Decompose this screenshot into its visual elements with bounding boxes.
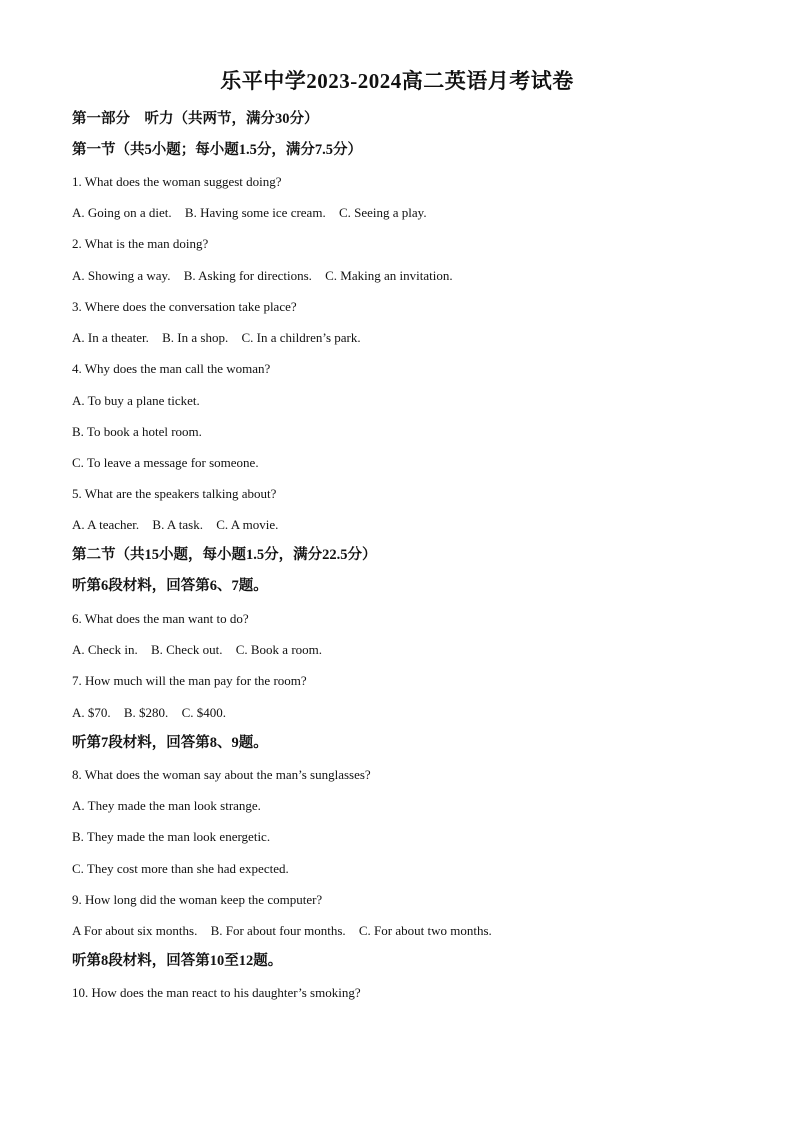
section-two-heading: 第二节（共15小题，每小题1.5分，满分22.5分）	[72, 547, 377, 563]
question-9-stem: 9. How long did the woman keep the computer?	[72, 892, 323, 907]
question-1-stem: 1. What does the woman suggest doing?	[72, 174, 282, 189]
question-1-option-c: C. Seeing a play.	[338, 205, 427, 220]
question-3-options	[72, 329, 752, 347]
question-2-option-b: B. Asking for directions.	[183, 268, 312, 283]
question-5-option-c: C. A movie.	[216, 517, 279, 532]
question-4-option-c: C. To leave a message for someone.	[72, 455, 259, 470]
group-7-heading: 听第7段材料，回答第8、9题。	[72, 735, 268, 751]
question-6-option-b: B. Check out.	[150, 642, 223, 657]
question-7-stem: 7. How much will the man pay for the room?	[72, 673, 307, 688]
question-7-option-b: B. $280.	[123, 705, 169, 720]
question-8-option-c: C. They cost more than she had expected.	[72, 861, 289, 876]
question-1-option-a: A. Going on a diet.	[72, 205, 172, 220]
question-2-option-c: C. Making an invitation.	[325, 268, 453, 283]
question-4-option-a: A. To buy a plane ticket.	[72, 393, 200, 408]
question-1-options	[72, 204, 752, 222]
question-3-stem: 3. Where does the conversation take place?	[72, 299, 297, 314]
question-6-options	[72, 641, 752, 659]
question-4-stem: 4. Why does the man call the woman?	[72, 361, 271, 376]
question-7-option-a: A. $70.	[72, 705, 111, 720]
question-5-stem: 5. What are the speakers talking about?	[72, 486, 277, 501]
question-1-option-b: B. Having some ice cream.	[184, 205, 326, 220]
question-9-options	[72, 922, 752, 940]
group-8-heading: 听第8段材料，回答第10至12题。	[72, 953, 283, 969]
part-one-heading: 第一部分 听力（共两节，满分30分）	[72, 111, 319, 127]
question-4-option-b: B. To book a hotel room.	[72, 424, 202, 439]
question-8-stem: 8. What does the woman say about the man’s sunglasses?	[72, 767, 371, 782]
question-6-option-c: C. Book a room.	[235, 642, 323, 657]
question-9-option-a: A For about six months.	[72, 923, 198, 938]
exam-title: 乐平中学2023-2024高二英语月考试卷	[220, 69, 574, 93]
question-5-option-a: A. A teacher.	[72, 517, 140, 532]
question-9-option-c: C. For about two months.	[358, 923, 492, 938]
question-3-option-c: C. In a children’s park.	[241, 330, 361, 345]
question-3-option-a: A. In a theater.	[72, 330, 149, 345]
group-6-heading: 听第6段材料，回答第6、7题。	[72, 578, 268, 594]
question-2-options	[72, 267, 752, 285]
question-2-option-a: A. Showing a way.	[72, 268, 171, 283]
question-7-options	[72, 704, 752, 722]
question-8-option-b: B. They made the man look energetic.	[72, 829, 271, 844]
question-6-stem: 6. What does the man want to do?	[72, 611, 249, 626]
question-5-options	[72, 516, 752, 534]
question-3-option-b: B. In a shop.	[162, 330, 229, 345]
question-2-stem: 2. What is the man doing?	[72, 236, 209, 251]
question-8-option-a: A. They made the man look strange.	[72, 798, 261, 813]
question-7-option-c: C. $400.	[181, 705, 226, 720]
question-9-option-b: B. For about four months.	[210, 923, 346, 938]
question-5-option-b: B. A task.	[152, 517, 203, 532]
section-one-heading: 第一节（共5小题；每小题1.5分，满分7.5分）	[72, 142, 362, 158]
question-6-option-a: A. Check in.	[72, 642, 138, 657]
question-10-stem: 10. How does the man react to his daughter’s smoking?	[72, 985, 361, 1000]
